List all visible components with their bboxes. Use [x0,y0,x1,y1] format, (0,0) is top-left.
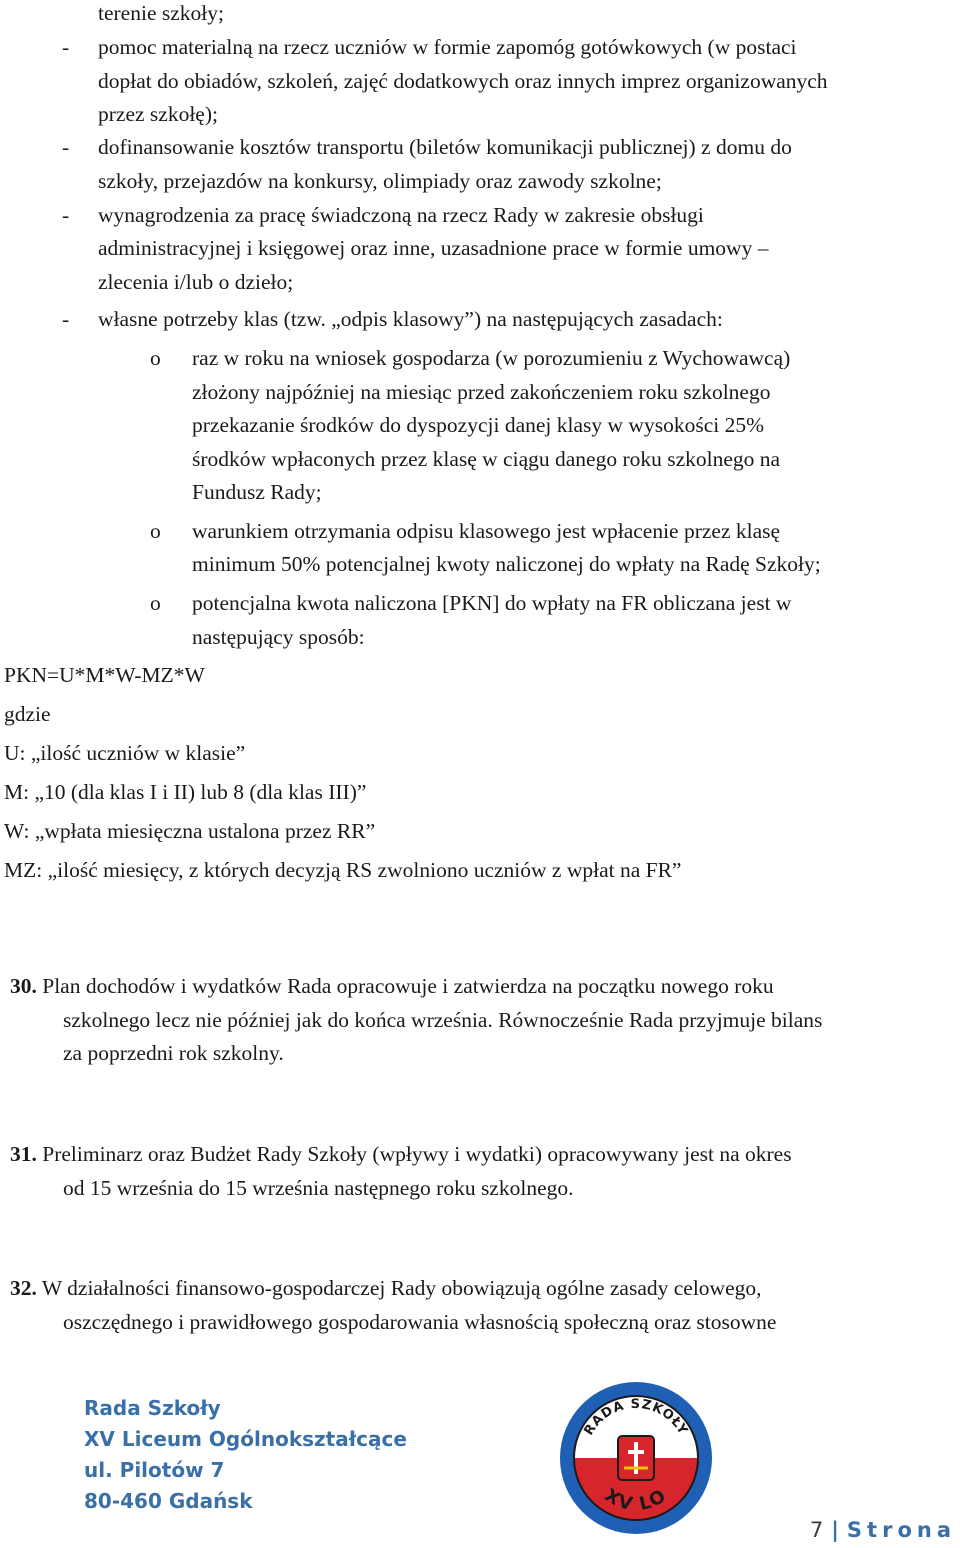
text-line: administracyjnej i księgowej oraz inne, uzasadnione prace w formie umowy – [98,236,769,260]
text-line: raz w roku na wniosek gospodarza (w porozumieniu z Wychowawcą) [192,346,791,370]
text-line: W działalności finansowo-gospodarczej Rady obowiązują ogólne zasady celowego, [41,1276,762,1300]
text-line: oszczędnego i prawidłowego gospodarowania własnością społeczną oraz stosowne [63,1310,777,1334]
footer-street: ul. Pilotów 7 [84,1458,225,1482]
formula: PKN=U*M*W-MZ*W [4,663,205,687]
sub-bullet: o [150,519,161,543]
section-number: 31. [10,1142,37,1166]
list-dash: - [62,203,70,227]
text-line: MZ: „ilość miesięcy, z których decyzją RS zwolniono uczniów z wpłat na FR” [4,858,682,882]
logo-bottom-text: XV LO [600,1484,672,1516]
text-line: zlecenia i/lub o dzieło; [98,270,294,294]
page-number [810,1518,956,1542]
text-line: U: „ilość uczniów w klasie” [4,741,246,765]
text-line: W: „wpłata miesięczna ustalona przez RR” [4,819,376,843]
text-line: Preliminarz oraz Budżet Rady Szkoły (wpływy i wydatki) opracowywany jest na okres [42,1142,792,1166]
text-line: dopłat do obiadów, szkoleń, zajęć dodatkowych oraz innych imprez organizowanych [98,69,828,93]
section-31 [10,1137,792,1171]
page-number-label: Strona [846,1518,956,1542]
text-line: od 15 września do 15 września następnego roku szkolnego. [63,1176,574,1200]
list-dash: - [62,35,70,59]
sub-bullet: o [150,346,161,370]
text-line: dofinansowanie kosztów transportu (biletów komunikacji publicznej) z domu do [98,135,792,159]
text-line: minimum 50% potencjalnej kwoty naliczonej do wpłaty na Radę Szkoły; [192,552,821,576]
text-line: przekazanie środków do dyspozycji danej klasy w wysokości 25% [192,413,764,437]
section-number: 32. [10,1276,37,1300]
logo-top-text: RADA SZKOŁY [581,1396,691,1439]
text-line: przez szkołę); [98,102,218,126]
footer-city: 80-460 Gdańsk [84,1489,253,1513]
text-line: środków wpłaconych przez klasę w ciągu danego roku szkolnego na [192,447,781,471]
section-32 [10,1271,762,1305]
text-line: szkoły, przejazdów na konkursy, olimpiady oraz zawody szkolne; [98,169,662,193]
section-number: 30. [10,974,37,998]
text-line: pomoc materialną na rzecz uczniów w formie zapomóg gotówkowych (w postaci [98,35,797,59]
text-line: następujący sposób: [192,625,365,649]
text-line: za poprzedni rok szkolny. [63,1041,284,1065]
sub-bullet: o [150,591,161,615]
school-logo [558,1380,714,1536]
text-line: M: „10 (dla klas I i II) lub 8 (dla klas III)” [4,780,367,804]
text-line: gdzie [4,702,51,726]
text-line: terenie szkoły; [98,1,224,25]
page-number-value: 7 [809,1518,824,1542]
list-dash: - [62,135,70,159]
text-line: złożony najpóźniej na miesiąc przed zakończeniem roku szkolnego [192,380,771,404]
text-line: potencjalna kwota naliczona [PKN] do wpłaty na FR obliczana jest w [192,591,792,615]
text-line: wynagrodzenia za pracę świadczoną na rzecz Rady w zakresie obsługi [98,203,704,227]
footer-org-name: Rada Szkoły [84,1396,221,1420]
footer-school-name: XV Liceum Ogólnokształcące [84,1427,407,1451]
text-line: Plan dochodów i wydatków Rada opracowuje i zatwierdza na początku nowego roku [42,974,774,998]
text-line: Fundusz Rady; [192,480,322,504]
section-30 [10,969,774,1003]
list-dash: - [62,307,70,331]
text-line: szkolnego lecz nie później jak do końca września. Równocześnie Rada przyjmuje bilans [63,1008,823,1032]
text-line: własne potrzeby klas (tzw. „odpis klasowy”) na następujących zasadach: [98,307,723,331]
text-line: warunkiem otrzymania odpisu klasowego jest wpłacenie przez klasę [192,519,781,543]
page-number-separator: | [831,1518,839,1542]
